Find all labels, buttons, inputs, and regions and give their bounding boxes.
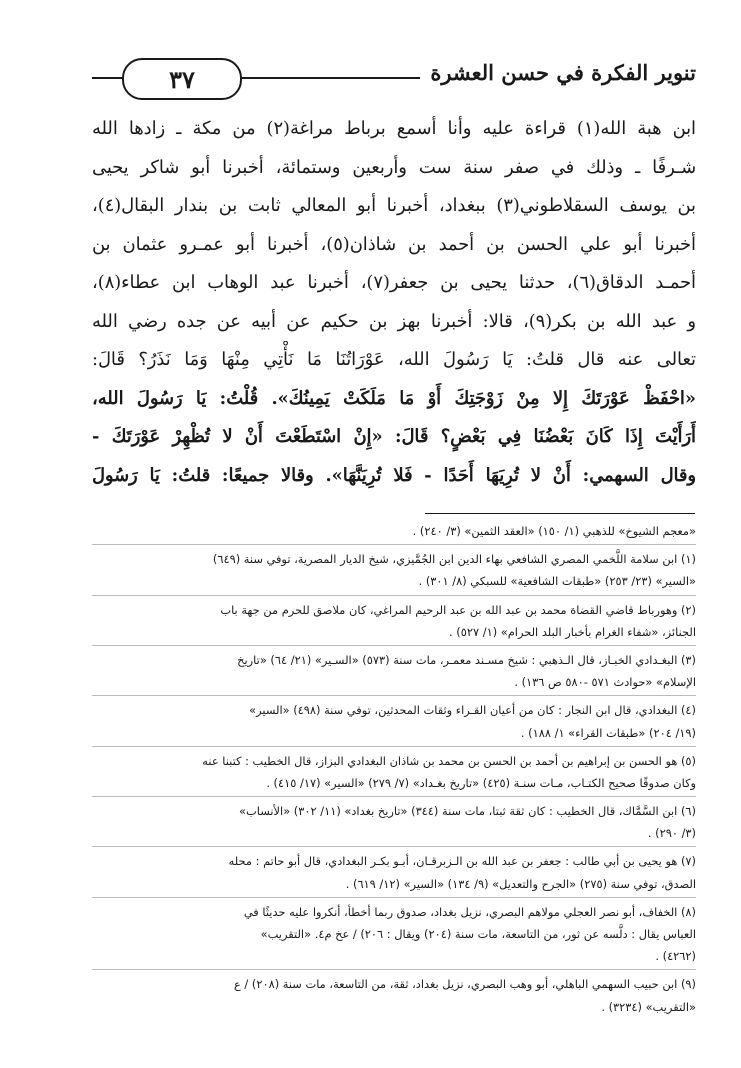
footnote-divider xyxy=(92,746,696,747)
footnote-line: (٦) ابن السَّمَّاك، قال الخطيب : كان ثقة ثبتا، مات سنة (٣٤٤) «تاريخ بغداد» (١١/ ٣٠٢) «الأنساب» xyxy=(239,804,696,819)
body-line-hadith: وقال السهمي: أَنْ لا تُرِيَهَا أَحَدًا - فَلا تُرِيَنَّهَا». وقالا جميعًا: قلتُ: يَا رَسُولَ xyxy=(92,464,696,486)
footnote-line: (١) ابن سلامة اللَّخمي المصري الشافعي بهاء الدين ابن الجُمَّيزي، شيخ الديار المصرية، توفي سنة (٦٤٩) xyxy=(212,552,696,567)
page-number: ٣٧ xyxy=(122,58,242,100)
footnote-line: (٩) ابن حبيب السهمي الباهلي، أبو وهب البصري، نزيل بغداد، ثقة، من التاسعة، مات سنة (٢٠٨) / ع xyxy=(234,977,696,992)
running-title: تنوير الفكرة في حسن العشرة xyxy=(420,60,696,85)
body-line: أحمـد الدقاق(٦)، حدثنا يحيى بن جعفر(٧)، أخبرنا عبد الوهاب ابن عطاء(٨)، xyxy=(92,272,696,293)
footnote-divider xyxy=(92,846,696,847)
footnotes xyxy=(92,520,696,1018)
body-line: تعالى عنه قال قلتُ: يَا رَسُولَ الله، عَوْرَاتُنَا مَا نَأْتِي مِنْهَا وَمَا نَذَرُ؟ قَالَ: xyxy=(92,349,696,370)
body-line-hadith: أَرَأَيْتَ إِذَا كَانَ بَعْضُنَا فِي بَعْضٍ؟ قَالَ: «إِنْ اسْتَطَعْتَ أَنْ لا تُظْهِرْ عَوْرَتَكَ - xyxy=(92,426,696,447)
footnote-divider xyxy=(92,645,696,646)
footnote-line: (٤٢٦٢) . xyxy=(655,949,696,964)
footnote-line: (٣) البغـدادي الخبـاز، قال الـذهبي : شيخ مسـند معمـر، مات سنة (٥٧٣) «السـير» (٢١/ ٦٤) «تاريخ xyxy=(237,652,696,667)
body-line: ابن هبة الله(١) قراءة عليه وأنا أسمع برباط مراغة(٢) من مكة ـ زادها الله xyxy=(92,118,696,139)
body-line: و عبد الله بن بكر(٩)، قالا: أخبرنا بهز بن حكيم عن أبيه عن جده رضي الله xyxy=(92,310,696,332)
footnote-line: (٥) هو الحسن بن إبراهيم بن أحمد بن الحسن بن محمد بن شاذان البغدادي البزاز، قال الخطيب : كتبنا عنه xyxy=(202,753,696,768)
footnote-line: الإسلام» «حوادث ٥٧١ -٥٨٠ ص ١٣٦) . xyxy=(514,675,696,690)
footnote-line: (٢) وهورباط قاضي القضاة محمد بن عبد الله بن عبد الرحيم المراغي، كان ملاصق للحرم من جهة باب xyxy=(220,602,696,617)
body-line: أخبرنا أبو علي الحسن بن أحمد بن شاذان(٥)، أخبرنا أبو عمـرو عثمان بن xyxy=(92,233,696,255)
footnote-line: العباس يقال : دلَّسه عن ثور، من التاسعة، مات سنة (٢٠٤) ويقال : ٢٠٦) / عخ م٤. «التقريب» xyxy=(260,927,696,941)
footnote-line: (٣/ ٢٩٠) . xyxy=(647,826,696,841)
footnote-separator xyxy=(425,513,695,514)
footnote-line: «السير» (٢٣/ ٢٥٣) «طبقات الشافعية» للسبكي (٨/ ٣٠١) . xyxy=(418,574,696,589)
body-line-hadith: «احْفَظْ عَوْرَتَكَ إِلا مِنْ زَوْجَتِكَ أَوْ مَا مَلَكَتْ يَمِينُكَ». قُلْتُ: يَا رَسُولَ الله، xyxy=(92,387,696,409)
footnote-line: الجنائز، «شفاء الغرام بأخبار البلد الحرام» (١/ ٥٢٧) . xyxy=(449,624,696,639)
footnote-line: وكان صدوقًا صحيح الكتـاب، مـات سنـة (٤٢٥) «تاريخ بغـداد» (٧/ ٢٧٩) «السير» (١٧/ ٤١٥) . xyxy=(266,775,696,790)
footnote-divider xyxy=(92,595,696,596)
footnote-line: (٤) البغدادي، قال ابن النجار : كان من أعيان القـراء وثقات المحدثين، توفي سنة (٤٩٨) «السير» xyxy=(249,703,696,718)
footnote-divider xyxy=(92,969,696,970)
body-line: شـرفًا ـ وذلك في صفر سنة ست وأربعين وستمائة، أخبرنا أبو شاكر يحيى xyxy=(92,156,696,178)
footnote-line: (٧) هو يحيى بن أبي طالب : جعفر بن عبد الله بن الـزبرقـان، أبـو بكـر البغدادي، قال أبو حاتم : محله xyxy=(228,854,696,869)
footnote-line: الصدق، توفي سنة (٢٧٥) «الجرح والتعديل» (٩/ ١٣٤) «السير» (١٢/ ٦١٩) . xyxy=(345,876,696,891)
footnote-line: «معجم الشيوخ» للذهبي (١/ ١٥٠) «العقد الثمين» (٣/ ٢٤٠) . xyxy=(412,524,696,538)
footnote-divider xyxy=(92,897,696,898)
footnote-divider xyxy=(92,695,696,696)
body-line: بن يوسف السقلاطوني(٣) ببغداد، أخبرنا أبو المعالي ثابت بن بندار البقال(٤)، xyxy=(92,195,696,216)
footnote-line: (١٩/ ٢٠٤) «طبقات القراء» ١/ ١٨٨) . xyxy=(520,725,696,740)
footnote-line: «التقريب» (٣٢٣٤) . xyxy=(601,999,696,1014)
page-header xyxy=(92,58,696,98)
footnote-divider xyxy=(92,544,696,545)
main-text xyxy=(92,110,696,495)
footnote-line: (٨) الخفاف، أبو نصر العجلي مولاهم البصري، نزيل بغداد، صدوق ربما أخطأ، أنكروا عليه حديثًا في xyxy=(243,904,696,919)
footnote-divider xyxy=(92,796,696,797)
